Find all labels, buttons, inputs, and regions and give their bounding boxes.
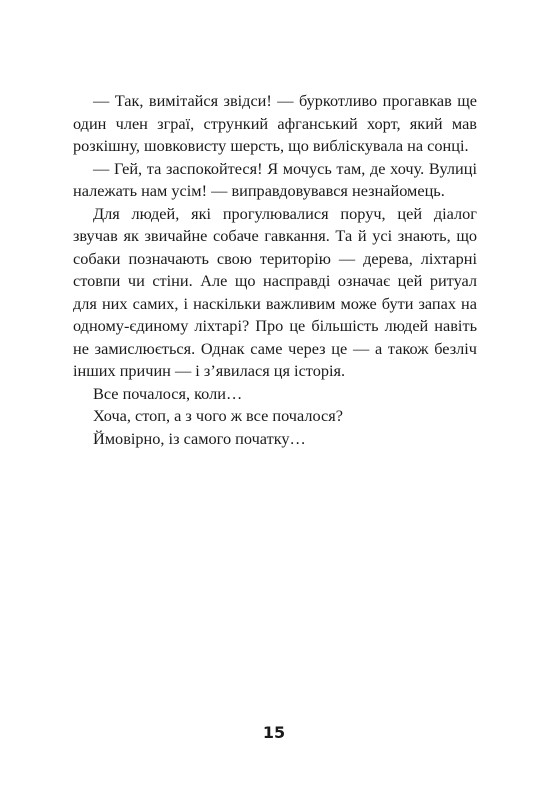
body-text — [73, 90, 477, 450]
page-number: 15 — [262, 723, 286, 742]
paragraph-6: Ймовірно, із самого початку… — [93, 428, 306, 448]
paragraph-4: Все почалося, коли… — [93, 383, 243, 403]
paragraph-1: — Так, вимітайся звідси! — буркотливо прогавкав ще один член зграї, стрункий афганський хорт, який мав розкішну, шовковисту шерсть, що вибліскувала на сонці. — [73, 91, 477, 155]
paragraph-5: Хоча, стоп, а з чого ж все почалося? — [93, 406, 343, 425]
paragraph-3: Для людей, які прогулювалися поруч, цей діалог звучав як звичайне собаче гавкання. Та й усі знають, що собаки позначають свою територію — дерева, ліхтарні стовпи чи стіни. Але що насправді означає цей ритуал для них самих, і наскільки важливим може бути запах на одному-єдиному ліхтарі? Про це більшість людей навіть не замислюється. Однак саме через це — а також безліч інших причин — і з’явилася ця історія. — [73, 203, 477, 380]
paragraph-2: — Гей, та заспокойтеся! Я мочусь там, де хочу. Вулиці належать нам усім! — виправдовувався незнайомець. — [73, 158, 477, 200]
